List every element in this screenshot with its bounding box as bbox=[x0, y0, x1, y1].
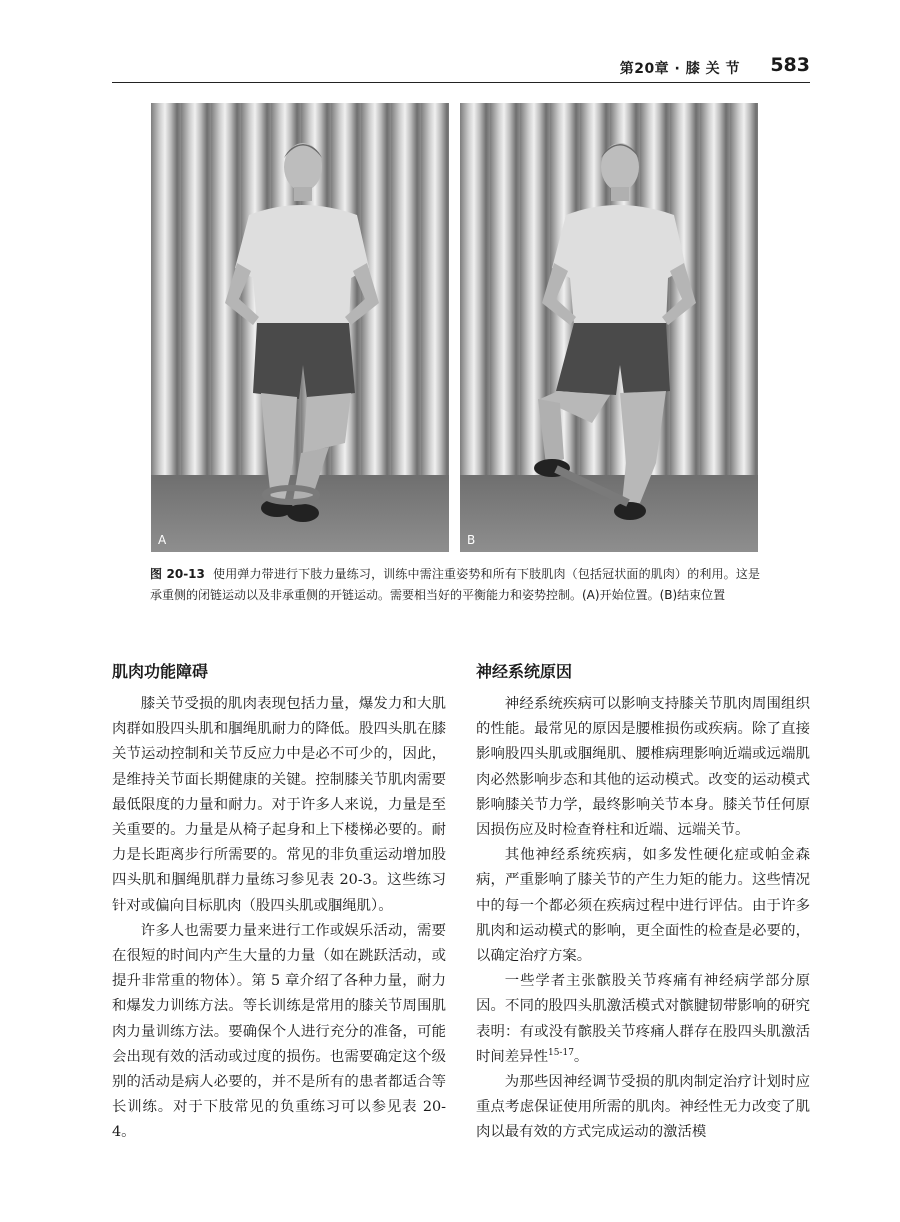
figure-photo-b bbox=[460, 103, 758, 552]
paragraph: 为那些因神经调节受损的肌肉制定治疗计划时应重点考虑保证使用所需的肌肉。神经性无力改变了肌肉以最有效的方式完成运动的激活模 bbox=[476, 1074, 810, 1141]
figure-caption bbox=[150, 564, 760, 606]
citation-superscript: 15-17 bbox=[547, 1048, 574, 1059]
paragraph: 其他神经系统疾病，如多发性硬化症或帕金森病，严重影响了膝关节的产生力矩的能力。这些情况中的每一个都必须在疾病过程中进行评估。由于许多肌肉和运动模式的影响，更全面性的检查是必要的，以确定治疗方案。 bbox=[476, 847, 810, 965]
left-column bbox=[112, 660, 446, 1146]
right-column bbox=[476, 660, 810, 1146]
panel-label-b: B bbox=[467, 533, 476, 547]
paragraph: 神经系统疾病可以影响支持膝关节肌肉周围组织的性能。最常见的原因是腰椎损伤或疾病。除了直接影响股四头肌或腘绳肌、腰椎病理影响近端或远端肌肉必然影响步态和其他的运动模式。改变的运动模式影响膝关节力学，最终影响关节本身。膝关节任何原因损伤应及时检查脊柱和近端、远端关节。 bbox=[476, 696, 810, 839]
section-heading-neurological-causes: 神经系统原因 bbox=[476, 662, 573, 681]
person-silhouette-a bbox=[151, 103, 449, 552]
chapter-title: 第20章 · 膝 关 节 bbox=[619, 61, 740, 77]
figure-photo-a bbox=[151, 103, 449, 552]
paragraph-text: 一些学者主张髌股关节疼痛有神经病学部分原因。不同的股四头肌激活模式对髌腱韧带影响的研究表明：有或没有髌股关节疼痛人群存在股四头肌激活时间差异性 bbox=[476, 973, 810, 1065]
page-number: 583 bbox=[770, 54, 810, 76]
paragraph: 许多人也需要力量来进行工作或娱乐活动，需要在很短的时间内产生大量的力量（如在跳跃活动，或提升非常重的物体）。第 5 章介绍了各种力量，耐力和爆发力训练方法。等长训练是常用的膝关节周围肌肉力量训练方法。要确保个人进行充分的准备，可能会出现有效的活动或过度的损伤。也需要确定这个级别的活动是病人必要的，并不是所有的患者都适合等长训练。对于下肢常见的负重练习可以参见表 20-4。 bbox=[112, 922, 446, 1141]
figure-number: 图 20-13 bbox=[150, 567, 205, 581]
paragraph: 膝关节受损的肌肉表现包括力量，爆发力和大肌肉群如股四头肌和腘绳肌耐力的降低。股四头肌在膝关节运动控制和关节反应力中是必不可少的，因此，是维持关节面长期健康的关键。控制膝关节肌肉需要最低限度的力量和耐力。对于许多人来说，力量是至关重要的。力量是从椅子起身和上下楼梯必要的。耐力是长距离步行所需要的。常见的非负重运动增加股四头肌和腘绳肌群力量练习参见表 20-3。这些练习针对或偏向目标肌肉（股四头肌或腘绳肌）。 bbox=[112, 696, 446, 914]
paragraph-end-punct: 。 bbox=[573, 1048, 589, 1065]
panel-label-a: A bbox=[158, 533, 167, 547]
figure-caption-text: 使用弹力带进行下肢力量练习，训练中需注重姿势和所有下肢肌肉（包括冠状面的肌肉）的利用。这是承重侧的闭链运动以及非承重侧的开链运动。需要相当好的平衡能力和姿势控制。(A)开始位置。(B)结束位置 bbox=[150, 567, 760, 602]
person-silhouette-b bbox=[460, 103, 758, 552]
paragraph-with-citation bbox=[476, 969, 810, 1070]
running-header bbox=[112, 56, 810, 83]
section-heading-muscle-dysfunction: 肌肉功能障碍 bbox=[112, 662, 209, 681]
